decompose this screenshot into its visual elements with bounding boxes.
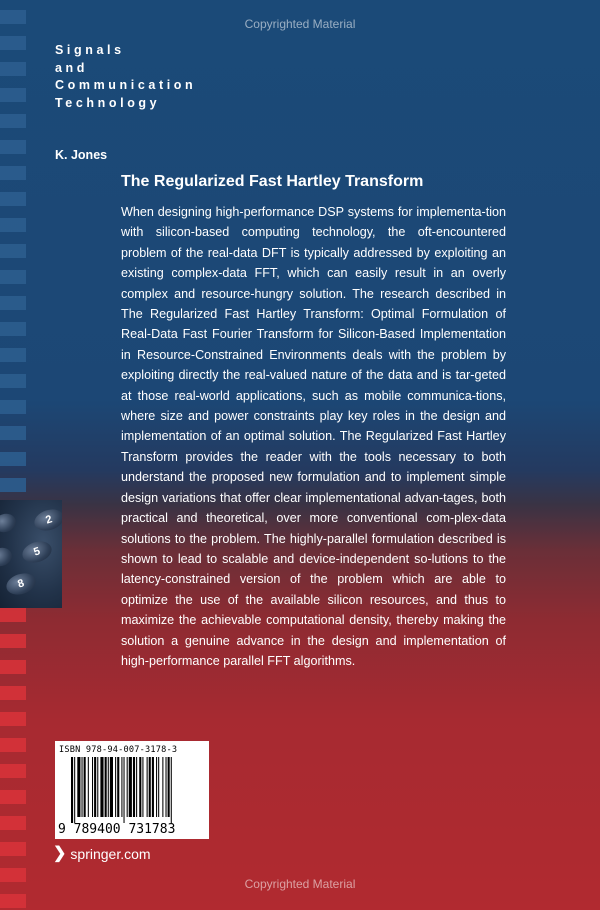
- book-description: When designing high-performance DSP systems for implementa-tion with silicon-based computing technology, the oft-encountered problem of the real-data DFT is typically addressed by exploiting an existing complex-data FFT, which can easily result in an overly complex and resource-hungry solution. The research described in The Regularized Fast Hartley Transform: Optimal Formulation of Real-Data Fast Fourier Transform for Silicon-Based Implementation in Resource-Constrained Environments deals with the problem by exploiting directly the real-valued nature of the data and is tar-geted at those real-world applications, such as mobile communica-tions, where size and power constraints play key roles in the design and implementation of an optimal solution. The Regularized Fast Hartley Transform provides the reader with the tools necessary to both understand the proposed new formulation and to implement simple design variations that offer clear implementational advan-tages, both practical and theoretical, over more conventional com-plex-data solutions to the problem. The highly-parallel formulation described is shown to lead to scalable and device-independent so-lutions to the latency-constrained version of the problem which are able to optimize the use of the available silicon resources, and thus to maximize the achievable computational density, thereby making the solution a genuine advance in the design and implementation of high-performance parallel FFT algorithms.: [121, 205, 506, 668]
- stripe-block: [0, 764, 26, 778]
- barcode-bar: [121, 757, 122, 817]
- left-stripe-band: [0, 0, 26, 910]
- barcode-bar: [94, 757, 96, 817]
- barcode-bar: [139, 757, 141, 817]
- series-line: and: [55, 60, 89, 75]
- stripe-block: [0, 218, 26, 232]
- barcode-bar: [97, 757, 98, 817]
- barcode-bar: [105, 757, 107, 817]
- barcode-bar: [129, 757, 132, 817]
- stripe-block: [0, 634, 26, 648]
- stripe-block: [0, 348, 26, 362]
- stripe-block: [0, 400, 26, 414]
- book-title: The Regularized Fast Hartley Transform: [121, 173, 424, 190]
- stripe-block: [0, 374, 26, 388]
- stripe-block: [0, 608, 26, 622]
- phone-keypad-image: [0, 500, 62, 608]
- stripe-block: [0, 244, 26, 258]
- barcode-bar: [115, 757, 116, 817]
- barcode-bar: [74, 757, 75, 823]
- barcode-bar: [133, 757, 135, 817]
- barcode-bar: [71, 757, 73, 823]
- stripe-block: [0, 88, 26, 102]
- publisher-url-text: springer.com: [70, 846, 151, 862]
- stripe-block: [0, 712, 26, 726]
- barcode-bar: [82, 757, 83, 817]
- stripe-block: [0, 36, 26, 50]
- series-line: Communication: [55, 78, 197, 92]
- barcode-bar: [110, 757, 113, 817]
- barcode-bar: [117, 757, 119, 817]
- stripe-block: [0, 738, 26, 752]
- stripe-block: [0, 114, 26, 128]
- barcode-bar: [108, 757, 109, 817]
- watermark-bottom: Copyrighted Material: [244, 877, 356, 891]
- stripe-block: [0, 660, 26, 674]
- barcode-bar: [100, 757, 103, 817]
- stripe-block: [0, 816, 26, 830]
- stripe-block: [0, 270, 26, 284]
- barcode-bar: [156, 757, 157, 817]
- keypad-key: [0, 545, 14, 569]
- watermark-top: Copyrighted Material: [244, 17, 356, 31]
- isbn-label: ISBN 978-94-007-3178-3: [59, 745, 178, 755]
- barcode-bar: [136, 757, 137, 817]
- isbn-barcode: [55, 741, 209, 839]
- barcode-bar: [92, 757, 93, 817]
- stripe-block: [0, 62, 26, 76]
- stripe-block: [0, 140, 26, 154]
- chevron-right-icon: ❯: [53, 845, 67, 862]
- stripe-block: [0, 192, 26, 206]
- publisher-url[interactable]: [53, 846, 151, 862]
- keypad-key: [0, 511, 18, 535]
- barcode-bar: [142, 757, 143, 817]
- barcode-bar: [171, 757, 172, 823]
- series-line: Technology: [55, 95, 161, 110]
- keypad-key: 8: [4, 570, 39, 598]
- stripe-block: [0, 790, 26, 804]
- barcode-bars: [71, 757, 199, 823]
- barcode-bar: [84, 757, 86, 817]
- barcode-bar: [166, 757, 167, 817]
- barcode-bar: [77, 757, 80, 817]
- stripe-block: [0, 166, 26, 180]
- author-name: K. Jones: [55, 148, 108, 162]
- stripe-block: [0, 296, 26, 310]
- stripe-block: [0, 478, 26, 492]
- stripe-block: [0, 322, 26, 336]
- barcode-bar: [158, 757, 159, 817]
- barcode-bar: [88, 757, 89, 817]
- barcode-digits: 9 789400 731783: [58, 822, 176, 837]
- barcode-bar: [162, 757, 163, 817]
- barcode-bar: [152, 757, 154, 817]
- barcode-bar: [168, 757, 170, 817]
- barcode-bar: [149, 757, 151, 817]
- keypad-key: 2: [32, 506, 62, 534]
- stripe-block: [0, 426, 26, 440]
- keypad-key: 5: [20, 538, 55, 566]
- series-name: [55, 42, 196, 112]
- stripe-block: [0, 686, 26, 700]
- stripe-block: [0, 842, 26, 856]
- stripe-block: [0, 452, 26, 466]
- barcode-bar: [127, 757, 128, 817]
- stripe-block: [0, 894, 26, 908]
- barcode-bar: [147, 757, 148, 817]
- series-line: Signals: [55, 43, 125, 57]
- barcode-bar: [124, 757, 125, 823]
